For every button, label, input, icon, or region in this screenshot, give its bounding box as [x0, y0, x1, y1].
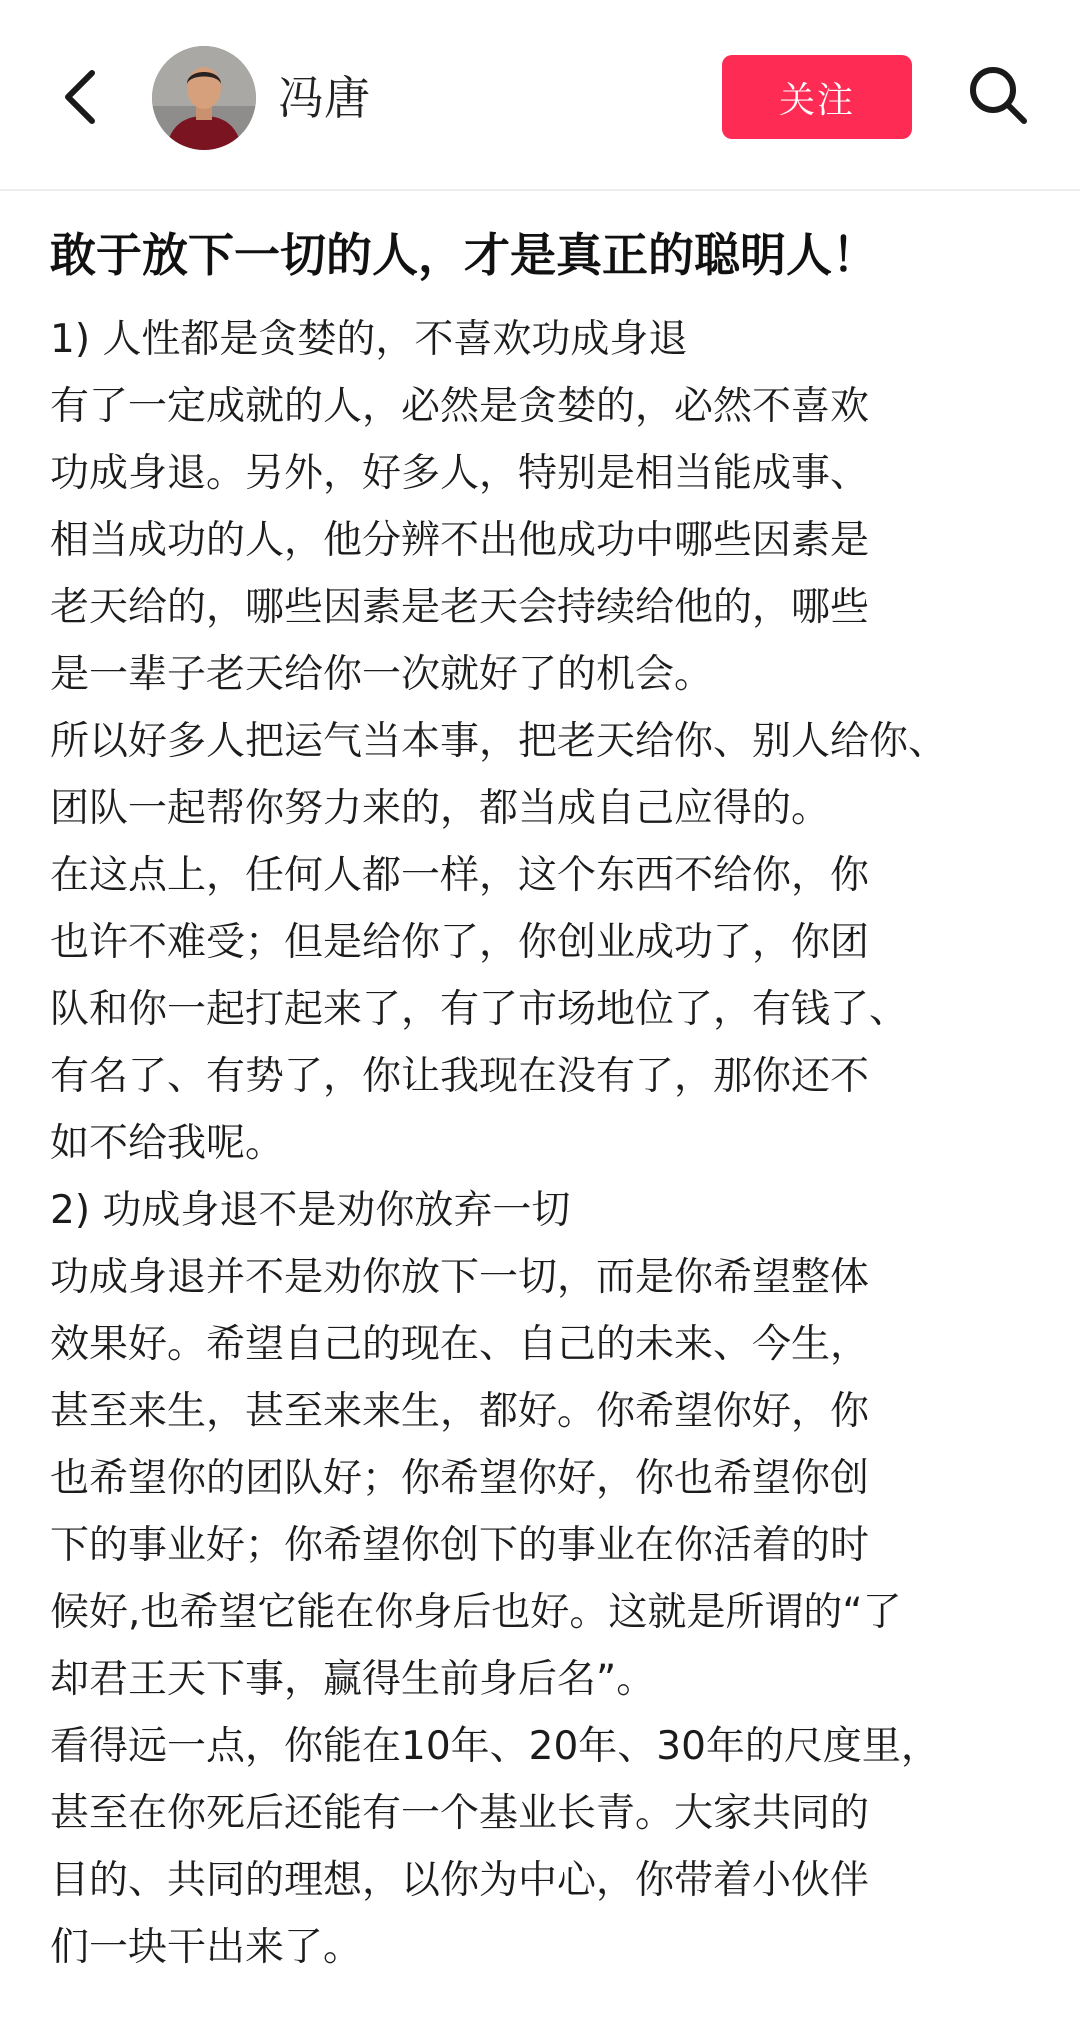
text-line: 队和你一起打起来了，有了市场地位了，有钱了、 — [50, 987, 909, 1032]
text-line: 团队一起帮你努力来的，都当成自己应得的。 — [50, 786, 831, 831]
article-body — [50, 220, 1040, 1981]
text-line: 也希望你的团队好；你希望你好，你也希望你创 — [50, 1456, 870, 1501]
text-line: 所以好多人把运气当本事，把老天给你、别人给你、 — [50, 719, 948, 764]
text-line: 1) 人性都是贪婪的，不喜欢功成身退 — [50, 317, 688, 362]
search-button[interactable] — [958, 55, 1038, 135]
chevron-left-icon — [60, 67, 100, 127]
text-line: 功成身退。另外，好多人，特别是相当能成事、 — [50, 451, 870, 496]
text-line: 们一块干出来了。 — [50, 1925, 363, 1970]
text-line: 也许不难受；但是给你了，你创业成功了，你团 — [50, 920, 870, 965]
author-name[interactable]: 冯唐 — [278, 71, 370, 125]
article-title: 敢于放下一切的人，才是真正的聪明人！ — [50, 228, 878, 282]
header-divider — [0, 189, 1080, 191]
text-line: 相当成功的人，他分辨不出他成功中哪些因素是 — [50, 518, 870, 563]
back-button[interactable] — [50, 62, 110, 132]
text-line: 有名了、有势了，你让我现在没有了，那你还不 — [50, 1054, 870, 1099]
text-line: 有了一定成就的人，必然是贪婪的，必然不喜欢 — [50, 384, 870, 429]
text-line: 是一辈子老天给你一次就好了的机会。 — [50, 652, 714, 697]
text-line: 看得远一点，你能在10年、20年、30年的尺度里， — [50, 1724, 940, 1769]
text-line: 老天给的，哪些因素是老天会持续给他的，哪些 — [50, 585, 870, 630]
text-line: 如不给我呢。 — [50, 1121, 285, 1166]
text-line: 却君王天下事，赢得生前身后名”。 — [50, 1657, 656, 1702]
avatar[interactable] — [152, 46, 256, 150]
text-line: 效果好。希望自己的现在、自己的未来、今生， — [50, 1322, 870, 1367]
search-icon — [967, 64, 1029, 126]
text-line: 2) 功成身退不是劝你放弃一切 — [50, 1188, 571, 1233]
text-line: 目的、共同的理想，以你为中心，你带着小伙伴 — [50, 1858, 870, 1903]
text-line: 在这点上，任何人都一样，这个东西不给你，你 — [50, 853, 870, 898]
top-bar — [0, 0, 1080, 190]
text-line: 甚至在你死后还能有一个基业长青。大家共同的 — [50, 1791, 870, 1836]
text-line: 功成身退并不是劝你放下一切，而是你希望整体 — [50, 1255, 870, 1300]
follow-button[interactable]: 关注 — [722, 55, 912, 139]
text-line: 甚至来生，甚至来来生，都好。你希望你好，你 — [50, 1389, 870, 1434]
text-line: 候好,也希望它能在你身后也好。这就是所谓的“了 — [50, 1590, 902, 1635]
text-line: 下的事业好；你希望你创下的事业在你活着的时 — [50, 1523, 870, 1568]
